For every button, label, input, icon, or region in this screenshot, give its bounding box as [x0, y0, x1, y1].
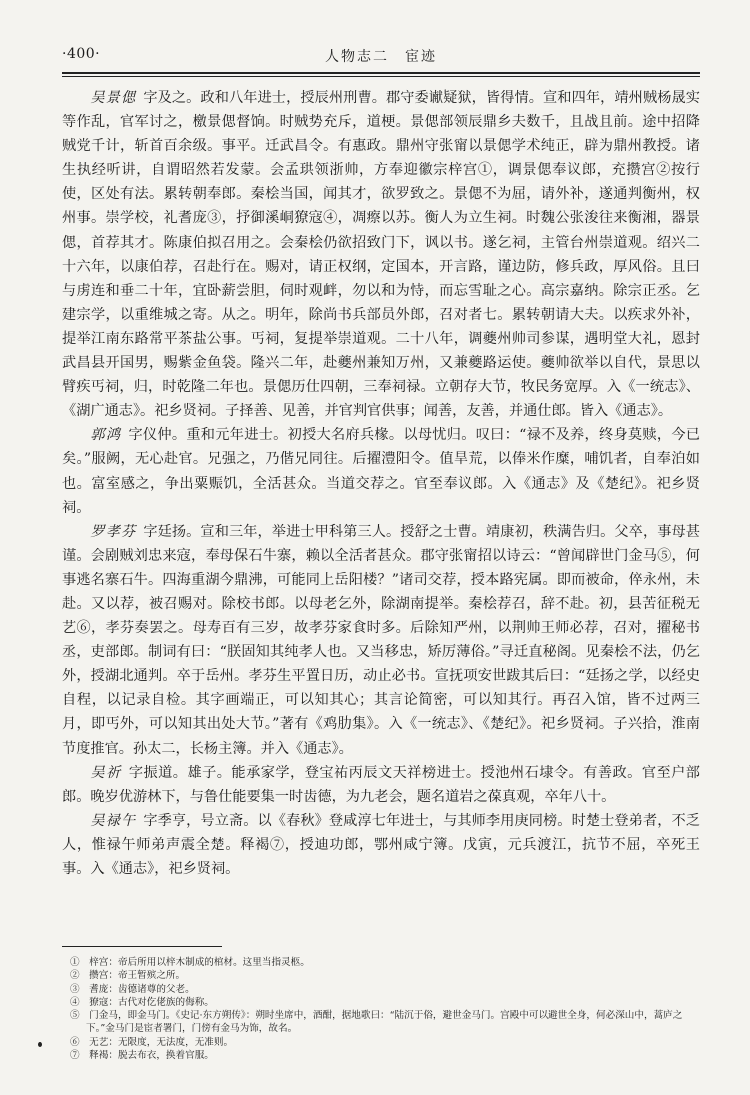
entry-text: 字及之。政和八年进士，授辰州刑曹。郡守委谳疑狱，皆得情。宣和四年，靖州贼杨晟实等作乱，官军讨之，檄景偲督饷。时贼势充斥，道梗。景偲部领辰鼎乡夫数千，且战且前。途中招降贼党千计，斩首百余级。事平。迁武昌令。有惠政。鼎州守张甯以景偲学术纯正，辟为鼎州教授。诸生执经听讲，自谓昭然若发蒙。会孟珙领浙帅，方奉迎徽宗梓宫①，调景偲奉议郎，充攒宫②按行使，区处有法。累转朝奉郎。秦桧当国，闻其才，欲罗致之。景偲不为屈，请外补，遂通判衡州，权州事。崇学校，礼耆庞③，抒御溪峒獠寇④，凋瘵以苏。衡人为立生祠。时魏公张浚往来衡湘，器景偲，首荐其才。陈康伯拟召用之。会秦桧仍欲招致门下，讽以书。遂乞祠，主管台州崇道观。绍兴二十六年，以康伯荐，召赴行在。赐对，请正权纲，定国本，开言路，谨边防，修兵政，厚风俗。且曰与虏连和垂二十年，宜卧薪尝胆，伺时观衅，勿以和为恃，而忘雪耻之心。高宗嘉纳。除宗正丞。乞建宗学，以重维城之寄。从之。明年，除尚书兵部员外郎，召对者七。累转朝请大夫。以疾求外补，提举江南东路常平茶盐公事。丐祠，复提举崇道观。二十八年，调夔州帅司参谋，遇明堂大礼，恩封武昌县开国男，赐紫金鱼袋。隆兴二年，赴夔州兼知万州，又兼夔路运使。夔帅欲举以自代，景思以臂疾丐祠，归，时乾隆二年也。景偲历仕四朝，三奉祠禄。立朝存大节，牧民务宽厚。入《一统志》、《湖广通志》。祀乡贤祠。子择善、见善，并官判官供事；闻善，友善，并通仕郎。皆入《通志》。: [62, 90, 700, 420]
person-name: 罗孝芬: [90, 523, 137, 540]
person-name: 郭鸿: [90, 427, 122, 444]
biography-entry: [62, 86, 700, 423]
header-rule: [62, 72, 700, 74]
footnote-rule: [62, 946, 222, 947]
entry-text: 字仪仲。重和元年进士。初授大名府兵椽。以母忧归。叹曰：“禄不及养，终身莫赎，今已矣。”服阙，无心赴官。兄强之，乃偕兄同往。后擢澧阳令。值旱荒，以俸米作糜，哺饥者，自奉泊如也。富室感之，争出粟赈饥，全活甚众。当道交荐之。官至奉议郎。入《通志》及《楚纪》。祀乡贤祠。: [62, 427, 700, 516]
entry-text: 字廷扬。宣和三年，举进士甲科第三人。授舒之士曹。靖康初，秩满告归。父卒，事母甚谨。会剧贼刘忠来寇，奉母保石牛寨，赖以全活者甚众。郡守张甯招以诗云：“曾闻辟世门金马⑤，何事逃名寨石牛。四海重湖今鼎沸，可能同上岳阳楼？”诸司交荐，授本路宪属。即而被命，倅永州，未赴。又以荐，被召赐对。除校书郎。以母老乞外，除湖南提举。秦桧荐召，辞不赴。初，县苦征税无艺⑥，孝芬奏罢之。母寿百有三岁，故孝芬家食时多。后除知严州，以荆帅王师必荐，召对，擢秘书丞，吏部郎。制词有曰：“朕固知其纯孝人也。又当移忠，矫厉薄俗。”寻迁直秘阁。见秦桧不法，仍乞外，授湖北通判。卒于岳州。孝芬生平置日历，动止必书。宣抚项安世跋其后曰：“廷扬之学，以经史自程，以记录自检。其字画端正，可以知其心；其言论简密，可以知其行。再召入馆，皆不过两三月，即丐外，可以知其出处大节。”著有《鸡肋集》。入《一统志》、《楚纪》。祀乡贤祠。子兴拾，淮南节度推官。孙太二，长杨主簿。并入《通志》。: [62, 523, 700, 757]
footnote: ① 梓宫：帝后所用以梓木制成的棺材。这里当指灵柩。: [70, 957, 310, 968]
footnote: ⑤ 门金马，即金马门。《史记·东方朔传》：朔时坐席中，酒酣，据地歌曰：“陆沉于俗，避世金马门。宫殿中可以避世全身，何必深山中，蒿庐之下。”金马门是宦者署门，门傍有金马为饰，故名。: [70, 1010, 683, 1035]
running-title: 人物志二 宦迹: [325, 49, 437, 65]
page-header: [62, 44, 700, 68]
footnote: ⑦ 释褐：脱去布衣，换着官服。: [70, 1050, 214, 1062]
person-name: 吴祈: [90, 764, 122, 781]
entry-text: 字季亨，号立斋。以《春秋》登咸淳七年进士，与其师李用庚同榜。时楚士登弟者，不乏人，惟禄午师弟声震全楚。释褐⑦，授迪功郎，鄂州咸宁簿。戊寅，元兵渡江，抗节不屈，卒死王事。入《通志》，祀乡贤祠。: [62, 812, 700, 877]
person-name: 吴景偲: [90, 90, 137, 106]
footnote: ③ 耆庞：齿德诸尊的父老。: [70, 983, 195, 995]
page-number: ·400·: [62, 46, 101, 62]
biography-entry: [62, 809, 700, 881]
footnotes: [62, 956, 700, 1062]
entry-text: 字振道。雄子。能承家学，登宝祐丙辰文天祥榜进士。授池州石埭令。有善政。官至户部郎。晚岁优游林下，与鲁仕能要集一时齿德，为九老会，题名道岩之葆真观，卒年八十。: [62, 764, 700, 805]
biography-entry: [62, 423, 700, 519]
biography-entry: [62, 761, 700, 809]
footnote: ⑥ 无艺：无限度，无法度，无准则。: [70, 1036, 234, 1048]
biography-entry: [62, 520, 700, 761]
person-name: 吴禄午: [90, 812, 137, 829]
footnote: ② 攒宫：帝王暂殡之所。: [70, 970, 186, 982]
print-speck: [38, 1042, 42, 1047]
body-text: [62, 86, 700, 881]
footnote: ④ 獠寇：古代对仡佬族的侮称。: [70, 996, 214, 1008]
header-rule-thin: [62, 76, 700, 77]
